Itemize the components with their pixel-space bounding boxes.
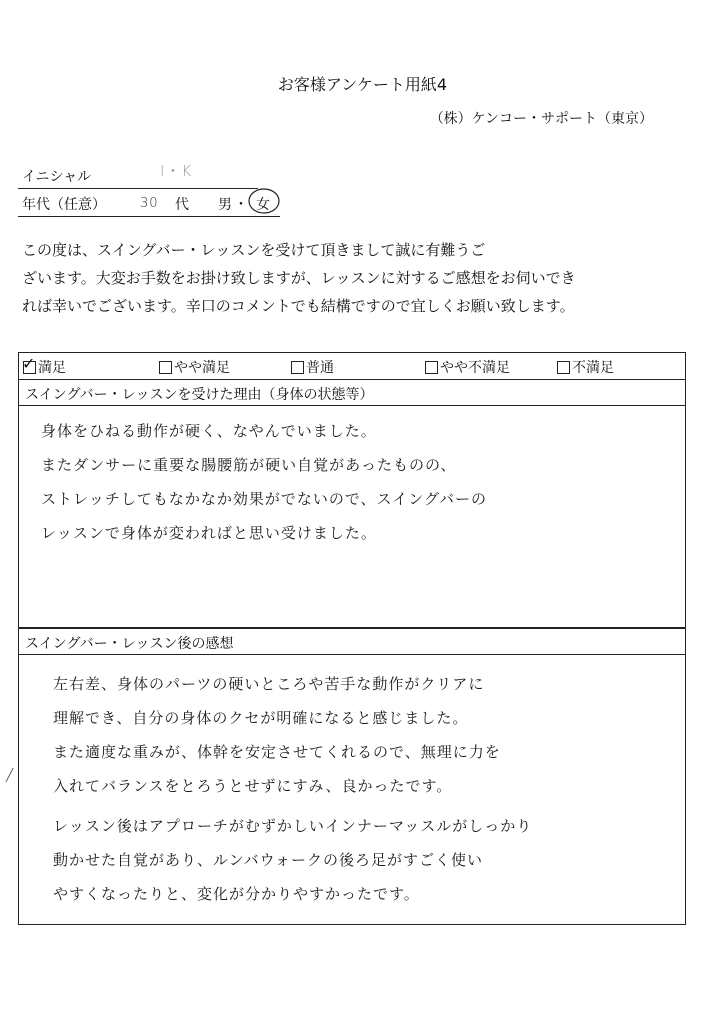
checkbox-icon[interactable] bbox=[159, 361, 172, 374]
satisfaction-option-somewhat-dissatisfied[interactable] bbox=[425, 357, 510, 377]
impression-line: 入れてバランスをとろうとせずにすみ、良かったです。 bbox=[53, 777, 453, 795]
intro-line: この度は、スイングバー・レッスンを受けて頂きまして誠に有難うご bbox=[22, 241, 486, 259]
satisfaction-option-label: やや満足 bbox=[174, 360, 230, 376]
satisfaction-option-satisfied[interactable] bbox=[22, 353, 66, 377]
gender-female: 女 bbox=[256, 197, 270, 213]
reason-line: ストレッチしてもなかなか効果がでないので、スイングバーの bbox=[41, 490, 488, 508]
checkmark-icon: ✓ bbox=[22, 353, 36, 373]
circle-mark-icon bbox=[246, 186, 282, 216]
satisfaction-option-somewhat-satisfied[interactable] bbox=[159, 357, 230, 377]
satisfaction-option-neutral[interactable] bbox=[291, 357, 334, 377]
checkbox-icon[interactable] bbox=[291, 361, 304, 374]
impression-line: やすくなったりと、変化が分かりやすかったです。 bbox=[53, 885, 420, 903]
initial-label: イニシャル bbox=[22, 169, 92, 185]
age-value: 30 bbox=[140, 196, 159, 211]
margin-mark-icon: ╱ bbox=[6, 768, 14, 782]
impression-line: レッスン後はアプローチがむずかしいインナーマッスルがしっかり bbox=[53, 817, 533, 835]
satisfaction-option-dissatisfied[interactable] bbox=[557, 357, 614, 377]
satisfaction-option-label: やや不満足 bbox=[440, 360, 510, 376]
initial-underline bbox=[18, 188, 258, 189]
reason-answer-box[interactable] bbox=[18, 406, 686, 628]
satisfaction-option-label: 満足 bbox=[38, 360, 66, 376]
checkbox-icon[interactable] bbox=[22, 353, 36, 374]
impression-line: 理解でき、自分の身体のクセが明確になると感じました。 bbox=[53, 709, 469, 727]
company-name: （株）ケンコー・サポート（東京） bbox=[429, 111, 653, 127]
reason-line: またダンサーに重要な腸腰筋が硬い自覚があったものの、 bbox=[41, 456, 457, 474]
gender-male: 男 bbox=[218, 197, 232, 213]
satisfaction-option-label: 不満足 bbox=[572, 360, 614, 376]
impression-line: また適度な重みが、体幹を安定させてくれるので、無理に力を bbox=[53, 743, 501, 761]
reason-heading: スイングバー・レッスンを受けた理由（身体の状態等） bbox=[18, 379, 686, 406]
checkbox-icon[interactable] bbox=[425, 361, 438, 374]
gender-separator: ・ bbox=[234, 197, 248, 213]
age-label: 年代（任意） bbox=[22, 197, 106, 213]
age-underline bbox=[18, 216, 280, 217]
satisfaction-option-label: 普通 bbox=[306, 360, 334, 376]
impression-line: 動かせた自覚があり、ルンバウォークの後ろ足がすごく使い bbox=[53, 851, 483, 869]
age-suffix: 代 bbox=[175, 197, 189, 213]
checkbox-icon[interactable] bbox=[557, 361, 570, 374]
form-title: お客様アンケート用紙4 bbox=[277, 75, 448, 94]
impression-heading: スイングバー・レッスン後の感想 bbox=[18, 628, 686, 655]
initial-value: I・K bbox=[160, 162, 193, 180]
impression-line: 左右差、身体のパーツの硬いところや苦手な動作がクリアに bbox=[53, 675, 485, 693]
satisfaction-row bbox=[18, 352, 686, 379]
intro-text bbox=[22, 236, 662, 320]
impression-answer-box[interactable] bbox=[18, 655, 686, 925]
intro-line: れば幸いでございます。辛口のコメントでも結構ですので宜しくお願い致します。 bbox=[22, 297, 575, 315]
reason-line: レッスンで身体が変わればと思い受けました。 bbox=[41, 524, 377, 542]
intro-line: ざいます。大変お手数をお掛け致しますが、レッスンに対するご感想をお伺いでき bbox=[22, 269, 576, 287]
reason-line: 身体をひねる動作が硬く、なやんでいました。 bbox=[41, 422, 377, 440]
